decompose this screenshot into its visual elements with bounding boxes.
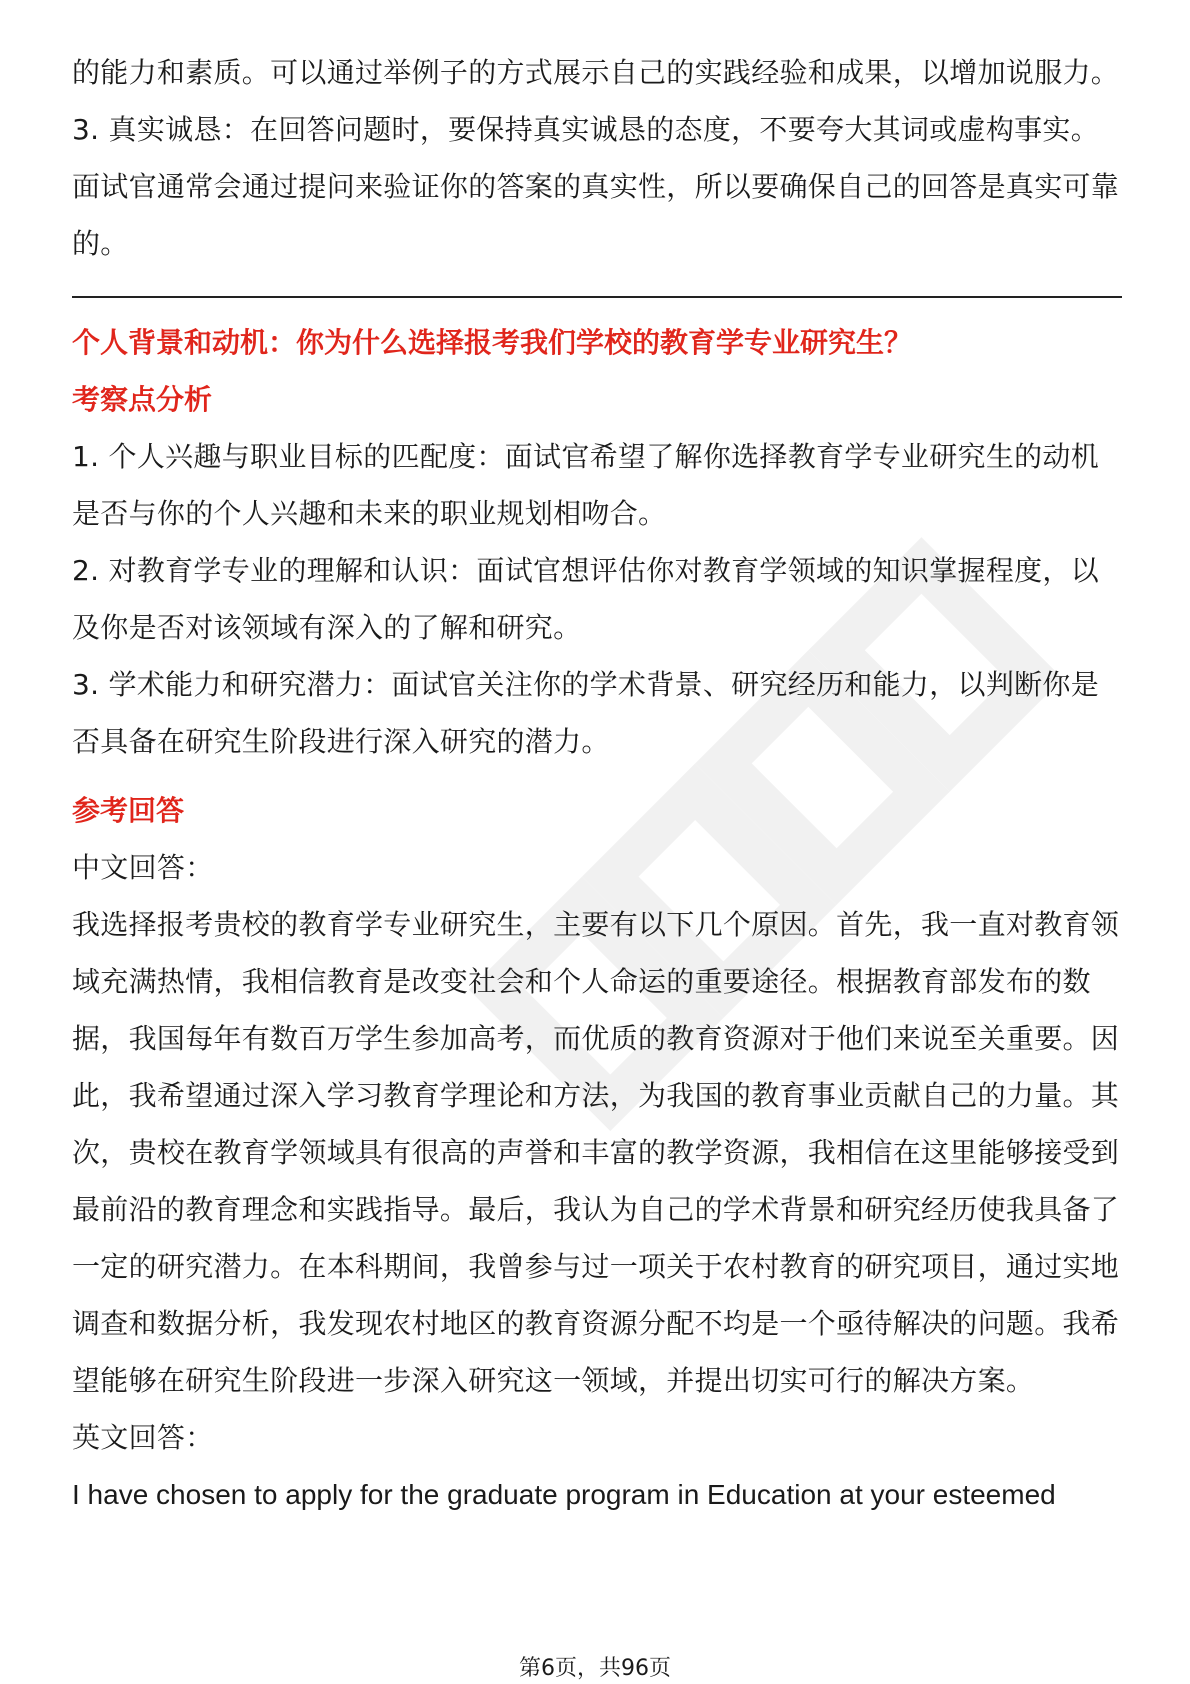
continuation-point-3: 3. 真实诚恳：在回答问题时，要保持真实诚恳的态度，不要夸大其词或虚构事实。面试官通常会通过提问来验证你的答案的真实性，所以要确保自己的回答是真实可靠的。 bbox=[72, 113, 1120, 260]
continuation-paragraph: 的能力和素质。可以通过举例子的方式展示自己的实践经验和成果，以增加说服力。 bbox=[72, 56, 1120, 89]
english-answer: I have chosen to apply for the graduate program in Education at your esteemed bbox=[72, 1479, 1056, 1510]
english-answer-label: 英文回答： bbox=[72, 1421, 214, 1454]
section-divider bbox=[72, 296, 1122, 298]
document-body bbox=[72, 44, 1122, 1523]
chinese-answer-label: 中文回答： bbox=[72, 851, 214, 884]
analysis-point-3: 3. 学术能力和研究潜力：面试官关注你的学术背景、研究经历和能力，以判断你是否具备在研究生阶段进行深入研究的潜力。 bbox=[72, 668, 1100, 758]
page-indicator: 第6页，共96页 bbox=[519, 1656, 671, 1681]
reference-heading: 参考回答 bbox=[72, 794, 185, 827]
analysis-point-2: 2. 对教育学专业的理解和认识：面试官想评估你对教育学领域的知识掌握程度，以及你是否对该领域有深入的了解和研究。 bbox=[72, 554, 1100, 644]
question-title: 个人背景和动机：你为什么选择报考我们学校的教育学专业研究生？ bbox=[72, 326, 913, 359]
analysis-point-1: 1. 个人兴趣与职业目标的匹配度：面试官希望了解你选择教育学专业研究生的动机是否与你的个人兴趣和未来的职业规划相吻合。 bbox=[72, 440, 1100, 530]
analysis-heading: 考察点分析 bbox=[72, 383, 213, 416]
chinese-answer: 我选择报考贵校的教育学专业研究生，主要有以下几个原因。首先，我一直对教育领域充满热情，我相信教育是改变社会和个人命运的重要途径。根据教育部发布的数据，我国每年有数百万学生参加高考，而优质的教育资源对于他们来说至关重要。因此，我希望通过深入学习教育学理论和方法，为我国的教育事业贡献自己的力量。其次，贵校在教育学领域具有很高的声誉和丰富的教学资源，我相信在这里能够接受到最前沿的教育理念和实践指导。最后，我认为自己的学术背景和研究经历使我具备了一定的研究潜力。在本科期间，我曾参与过一项关于农村教育的研究项目，通过实地调查和数据分析，我发现农村地区的教育资源分配不均是一个亟待解决的问题。我希望能够在研究生阶段进一步深入研究这一领域，并提出切实可行的解决方案。 bbox=[72, 908, 1120, 1397]
